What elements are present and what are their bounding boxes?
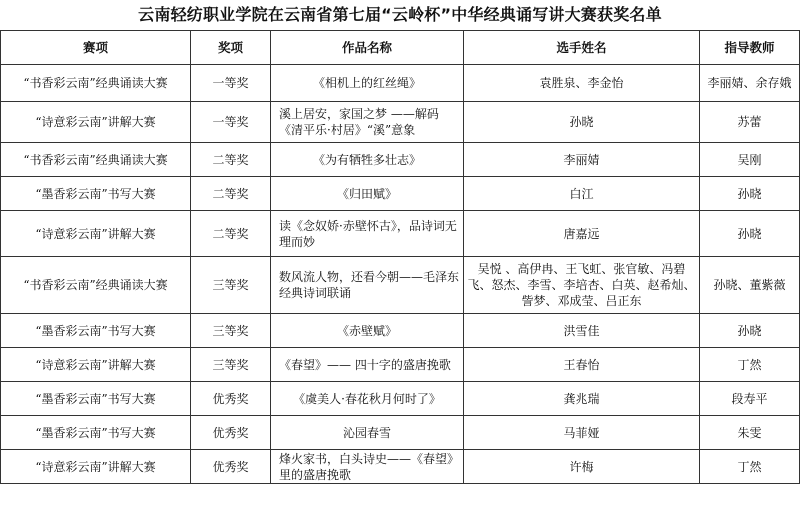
cell-work: 《归田赋》 <box>271 177 464 211</box>
table-row <box>1 65 800 102</box>
cell-event: “书香彩云南”经典诵读大赛 <box>1 257 191 314</box>
table-row <box>1 348 800 382</box>
table-row <box>1 177 800 211</box>
table-row <box>1 257 800 314</box>
cell-teacher: 丁然 <box>700 450 800 484</box>
cell-event: “诗意彩云南”讲解大赛 <box>1 211 191 257</box>
cell-work: 《春望》—— 四十字的盛唐挽歌 <box>271 348 464 382</box>
cell-students: 龚兆瑞 <box>464 382 700 416</box>
cell-students: 白江 <box>464 177 700 211</box>
header-work: 作品名称 <box>271 31 464 65</box>
cell-students: 孙晓 <box>464 102 700 143</box>
cell-work: 数风流人物，还看今朝——毛泽东经典诗词联诵 <box>271 257 464 314</box>
cell-event: “诗意彩云南”讲解大赛 <box>1 102 191 143</box>
cell-work: 沁园春雪 <box>271 416 464 450</box>
cell-award: 一等奖 <box>191 102 271 143</box>
header-award: 奖项 <box>191 31 271 65</box>
cell-event: “墨香彩云南”书写大赛 <box>1 382 191 416</box>
cell-students: 李丽婧 <box>464 143 700 177</box>
header-event: 赛项 <box>1 31 191 65</box>
cell-students: 洪雪佳 <box>464 314 700 348</box>
cell-work: 《为有牺牲多壮志》 <box>271 143 464 177</box>
cell-award: 三等奖 <box>191 314 271 348</box>
cell-award: 优秀奖 <box>191 450 271 484</box>
cell-work: 读《念奴娇·赤壁怀古》，品诗词无理而妙 <box>271 211 464 257</box>
cell-teacher: 吴刚 <box>700 143 800 177</box>
cell-work: 溪上居安，家国之梦 ——解码《清平乐·村居》“溪”意象 <box>271 102 464 143</box>
table-row <box>1 382 800 416</box>
cell-work: 《虞美人·春花秋月何时了》 <box>271 382 464 416</box>
cell-award: 一等奖 <box>191 65 271 102</box>
awards-table <box>0 30 800 484</box>
page-title: 云南轻纺职业学院在云南省第七届“云岭杯”中华经典诵写讲大赛获奖名单 <box>138 5 662 24</box>
cell-teacher: 朱雯 <box>700 416 800 450</box>
cell-event: “墨香彩云南”书写大赛 <box>1 177 191 211</box>
cell-work: 《相机上的红丝绳》 <box>271 65 464 102</box>
cell-teacher: 李丽婧、余存娥 <box>700 65 800 102</box>
cell-award: 三等奖 <box>191 257 271 314</box>
cell-award: 二等奖 <box>191 177 271 211</box>
cell-students: 袁胜泉、李金怡 <box>464 65 700 102</box>
cell-students: 唐嘉远 <box>464 211 700 257</box>
cell-teacher: 孙晓、董紫薇 <box>700 257 800 314</box>
table-row <box>1 102 800 143</box>
cell-students: 许梅 <box>464 450 700 484</box>
cell-event: “墨香彩云南”书写大赛 <box>1 416 191 450</box>
cell-work: 《赤壁赋》 <box>271 314 464 348</box>
cell-award: 优秀奖 <box>191 416 271 450</box>
header-teacher: 指导教师 <box>700 31 800 65</box>
cell-event: “诗意彩云南”讲解大赛 <box>1 348 191 382</box>
cell-event: “书香彩云南”经典诵读大赛 <box>1 65 191 102</box>
cell-students: 马菲娅 <box>464 416 700 450</box>
cell-work: 烽火家书，白头诗史——《春望》里的盛唐挽歌 <box>271 450 464 484</box>
cell-award: 优秀奖 <box>191 382 271 416</box>
header-students: 选手姓名 <box>464 31 700 65</box>
cell-award: 二等奖 <box>191 143 271 177</box>
cell-award: 三等奖 <box>191 348 271 382</box>
cell-event: “诗意彩云南”讲解大赛 <box>1 450 191 484</box>
table-header-row <box>1 31 800 65</box>
cell-students: 吴悦 、高伊冉、王飞虹、张官敏、冯碧飞、怒杰、李雪、李培杏、白英、赵希灿、訾梦、邓成莹、吕正东 <box>464 257 700 314</box>
cell-event: “墨香彩云南”书写大赛 <box>1 314 191 348</box>
cell-award: 二等奖 <box>191 211 271 257</box>
table-row <box>1 314 800 348</box>
cell-teacher: 孙晓 <box>700 314 800 348</box>
cell-teacher: 丁然 <box>700 348 800 382</box>
cell-teacher: 孙晓 <box>700 177 800 211</box>
table-row <box>1 416 800 450</box>
table-row <box>1 143 800 177</box>
cell-teacher: 孙晓 <box>700 211 800 257</box>
table-row <box>1 450 800 484</box>
cell-event: “书香彩云南”经典诵读大赛 <box>1 143 191 177</box>
cell-teacher: 苏蕾 <box>700 102 800 143</box>
cell-students: 王春怡 <box>464 348 700 382</box>
table-row <box>1 211 800 257</box>
cell-teacher: 段寿平 <box>700 382 800 416</box>
